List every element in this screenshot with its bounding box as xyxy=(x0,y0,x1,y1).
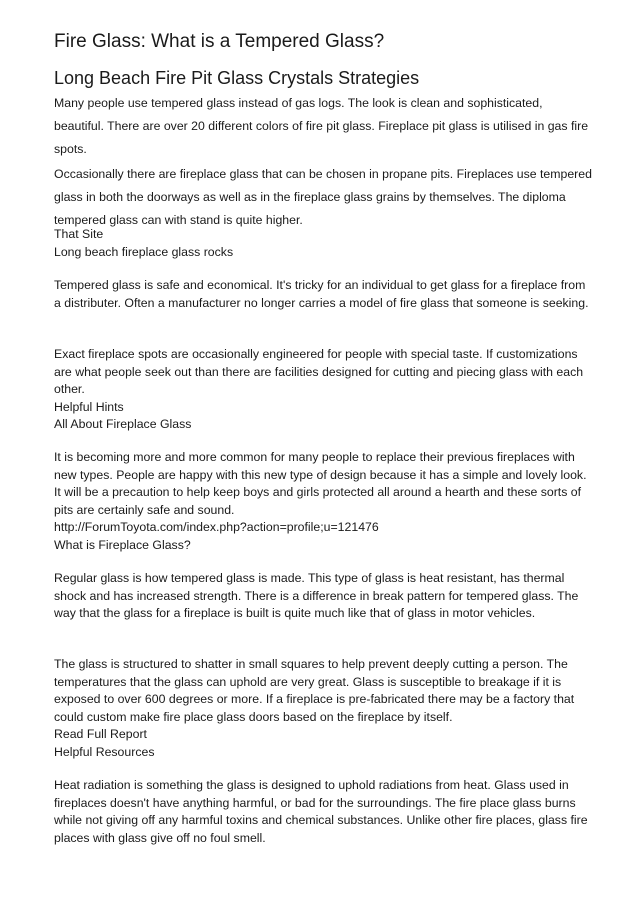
paragraph: Occasionally there are fireplace glass that can be chosen in propane pits. Fireplaces use tempered glass in both the doorways as well as in the fireplace glass grains by themselves. The diploma tempered glass can with stand is quite higher. xyxy=(54,167,592,227)
link-forum-toyota-profile[interactable]: http://ForumToyota.com/index.php?action=profile;u=121476 xyxy=(54,520,379,534)
paragraph: Regular glass is how tempered glass is made. This type of glass is heat resistant, has thermal shock and has increased strength. There is a difference in break pattern for tempered glass. The way that the glass for a fireplace is built is quite much like that of glass in motor vehicles. xyxy=(54,571,579,620)
paragraph-4-block xyxy=(54,346,594,434)
paragraph-5-block xyxy=(54,449,594,554)
paragraph: Exact fireplace spots are occasionally engineered for people with special taste. If customizations are what people seek out than there are facilities designed for cutting and piecing glass with each other. xyxy=(54,347,584,396)
paragraph-8-block xyxy=(54,777,594,847)
link-helpful-hints[interactable]: Helpful Hints xyxy=(54,399,124,414)
link-all-about-fireplace-glass[interactable]: All About Fireplace Glass xyxy=(54,417,192,431)
link-what-is-fireplace-glass[interactable]: What is Fireplace Glass? xyxy=(54,537,191,552)
paragraph: The glass is structured to shatter in small squares to help prevent deeply cutting a person. The temperatures that the glass can uphold are very great. Glass is susceptible to breakage if it is exposed to over 600 degrees or more. If a fireplace is pre-fabricated there may be a factory that could custom make fire place glass doors based on the fireplace by itself. xyxy=(54,657,575,724)
paragraph: Many people use tempered glass instead of gas logs. The look is clean and sophisticated, beautiful. There are over 20 different colors of fire pit glass. Fireplace pit glass is utilised in gas fire spots. xyxy=(54,96,589,156)
paragraph-3-block xyxy=(54,277,594,312)
link-helpful-resources[interactable]: Helpful Resources xyxy=(54,744,155,759)
paragraph: It is becoming more and more common for many people to replace their previous fireplaces with new types. People are happy with this new type of design because it has a simple and lovely look. It will be a precaution to help keep boys and girls protected all around a hearth and these sorts of pits are certainly safe and sound. xyxy=(54,450,587,517)
link-long-beach-fireplace-glass-rocks[interactable]: Long beach fireplace glass rocks xyxy=(54,244,234,259)
links-group-1 xyxy=(54,226,594,261)
link-that-site[interactable]: That Site xyxy=(54,227,104,241)
link-read-full-report[interactable]: Read Full Report xyxy=(54,727,147,741)
paragraph: Heat radiation is something the glass is designed to uphold radiations from heat. Glass used in fireplaces doesn't have anything harmful, or bad for the surroundings. The fire place glass burns while not giving off any harmful toxins and chemical substances. Unlike other fire places, glass fire places with glass give off no foul smell. xyxy=(54,778,588,845)
paragraph-1-block xyxy=(54,92,594,161)
paragraph-6-block xyxy=(54,570,594,623)
page-subtitle: Long Beach Fire Pit Glass Crystals Strategies xyxy=(54,68,420,88)
paragraph: Tempered glass is safe and economical. It's tricky for an individual to get glass for a fireplace from a distributer. Often a manufacturer no longer carries a model of fire glass that someone is seeking. xyxy=(54,278,589,310)
paragraph-2-block xyxy=(54,163,594,232)
paragraph-7-block xyxy=(54,656,594,761)
page-title: Fire Glass: What is a Tempered Glass? xyxy=(54,31,385,52)
